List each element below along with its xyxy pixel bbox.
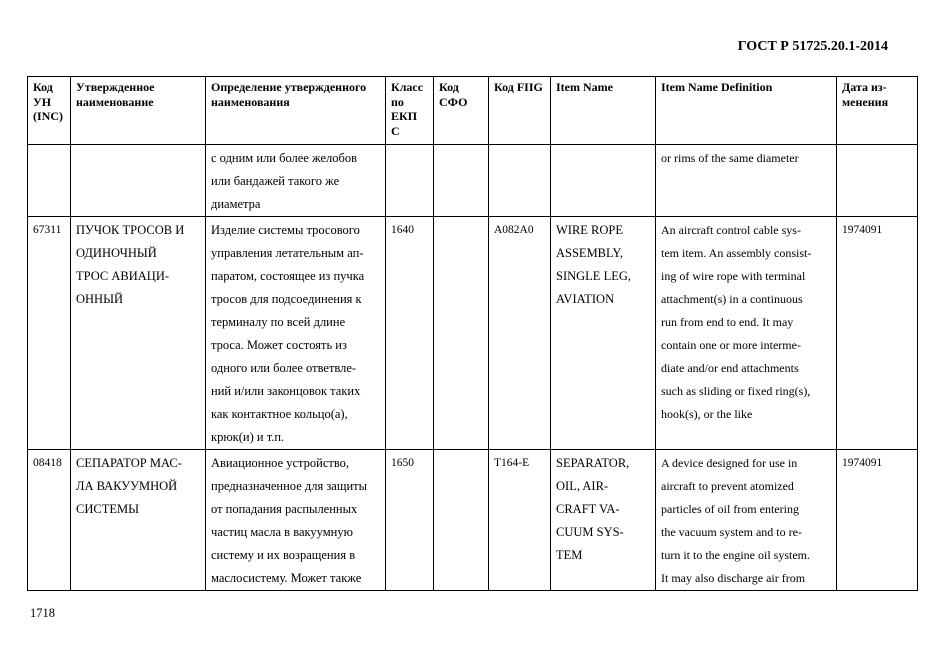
cell-date: 1974091 [837,217,918,450]
cell-definition-ru: Изделие системы тросового управления летательным ап- паратом, состоящее из пучка тросов для подсоединения к терминалу по всей длине троса. Может состоять из одного или более ответвле- ний и/или законцовок таких как контактное кольцо(а), крюк(и) и т.п. [206,217,386,450]
cell-item-name [551,145,656,217]
cell-sfo [434,450,489,591]
cell-date [837,145,918,217]
table-row [28,145,918,217]
cell-definition-en: or rims of the same diameter [656,145,837,217]
cell-sfo [434,217,489,450]
header-change-date: Дата из-менения [837,77,918,145]
table-row [28,217,918,450]
cell-class [386,145,434,217]
document-header: ГОСТ Р 51725.20.1-2014 [737,39,888,54]
cell-item-name: WIRE ROPE ASSEMBLY, SINGLE LEG, AVIATION [551,217,656,450]
header-sfo: Код СФО [434,77,489,145]
header-fiig: Код FIIG [489,77,551,145]
header-class: Класс по ЕКП С [386,77,434,145]
cell-fiig [489,145,551,217]
cell-definition-en: An aircraft control cable sys- tem item. An assembly consist- ing of wire rope with terminal attachment(s) in a continuous run from end to end. It may contain one or more interme- diate and/or end attachments such as sliding or fixed ring(s), hook(s), or the like [656,217,837,450]
header-item-name: Item Name [551,77,656,145]
cell-definition-ru: Авиационное устройство, предназначенное для защиты от попадания распыленных частиц масла в вакуумную систему и их возращения в маслосистему. Может также [206,450,386,591]
cell-fiig: T164-E [489,450,551,591]
cell-sfo [434,145,489,217]
cell-code: 08418 [28,450,71,591]
table-row [28,450,918,591]
cell-item-name: SEPARATOR, OIL, AIR- CRAFT VA- CUUM SYS- TEM [551,450,656,591]
cell-name-ru [71,145,206,217]
header-code: Код УН (INC) [28,77,71,145]
header-name-ru: Утвержденное наименование [71,77,206,145]
table-header-row [28,77,918,145]
cell-date: 1974091 [837,450,918,591]
cell-name-ru: ПУЧОК ТРОСОВ И ОДИНОЧНЫЙ ТРОС АВИАЦИ- ОННЫЙ [71,217,206,450]
cell-class: 1650 [386,450,434,591]
header-item-name-definition: Item Name Definition [656,77,837,145]
page-number: 1718 [30,606,55,620]
header-definition-ru: Определение утвержденного наименования [206,77,386,145]
cell-fiig: A082A0 [489,217,551,450]
cell-definition-ru: с одним или более желобов или бандажей такого же диаметра [206,145,386,217]
cell-class: 1640 [386,217,434,450]
catalog-table [27,76,918,591]
cell-code: 67311 [28,217,71,450]
cell-definition-en: A device designed for use in aircraft to prevent atomized particles of oil from entering the vacuum system and to re- turn it to the engine oil system. It may also discharge air from [656,450,837,591]
cell-name-ru: СЕПАРАТОР МАС- ЛА ВАКУУМНОЙ СИСТЕМЫ [71,450,206,591]
cell-code [28,145,71,217]
